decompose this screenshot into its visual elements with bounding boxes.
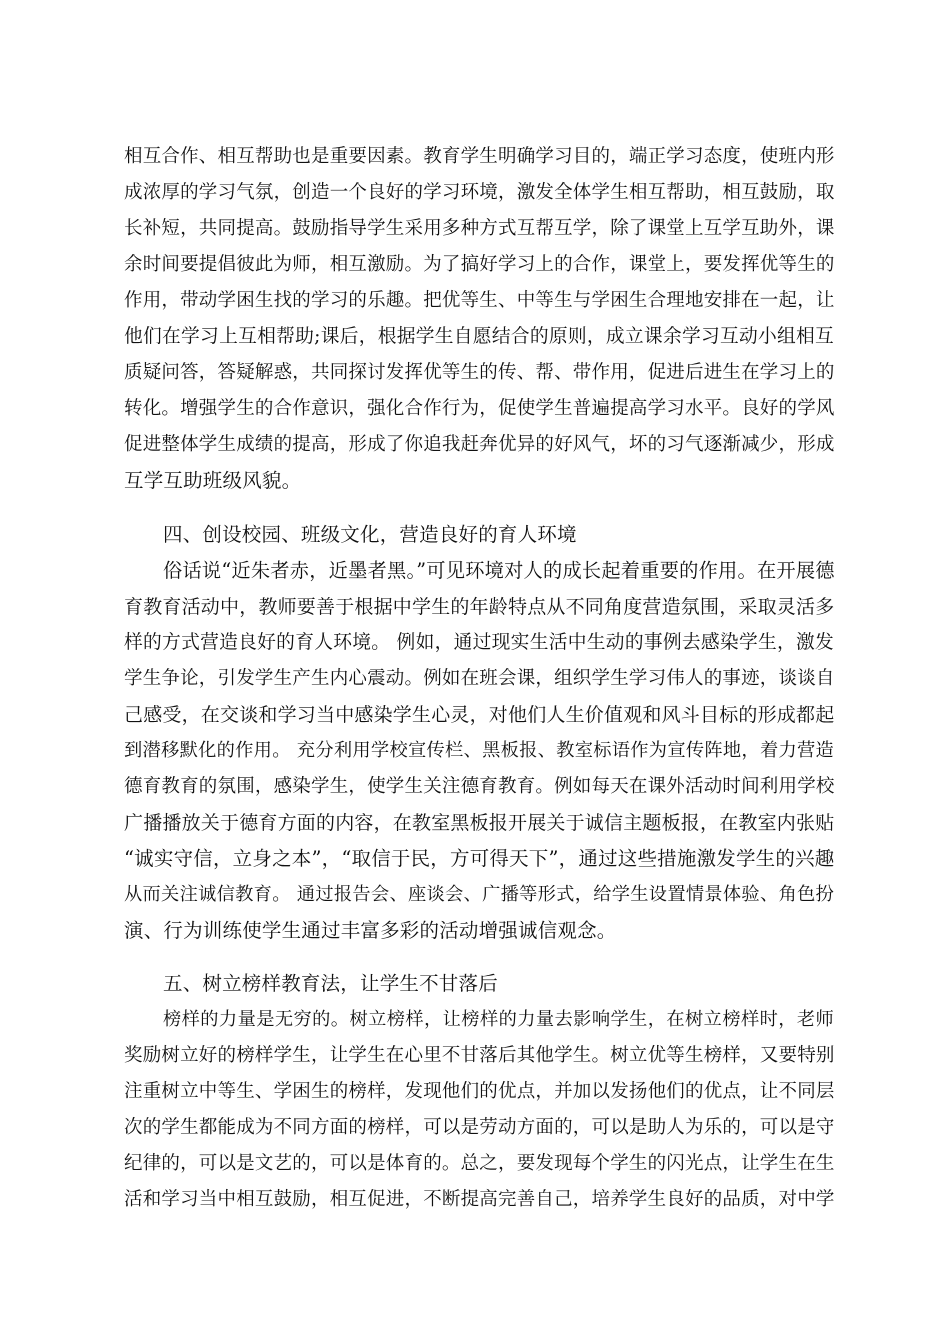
section-heading-4: 四、创设校园、班级文化，营造良好的育人环境 [163,523,577,546]
section-heading-5: 五、树立榜样教育法，让学生不甘落后 [163,972,498,995]
text-line: 互学互助班级风貌。 [124,469,302,492]
text-line: 转化。增强学生的合作意识，强化合作行为，促使学生普遍提高学习水平。良好的学风 [124,398,835,419]
text-line: 成浓厚的学习气氛，创造一个良好的学习环境，激发全体学生相互帮助，相互鼓励，取 [124,182,835,203]
text-line: 奖励树立好的榜样学生，让学生在心里不甘落后其他学生。树立优等生榜样，又要特别 [124,1045,835,1066]
text-line: 长补短，共同提高。鼓励指导学生采用多种方式互帮互学，除了课堂上互学互助外，课 [124,218,835,239]
text-line: 样的方式营造良好的育人环境。 例如，通过现实生活中生动的事例去感染学生，激发 [124,632,834,653]
text-line: 广播播放关于德育方面的内容，在教室黑板报开展关于诚信主题板报，在教室内张贴 [124,812,835,834]
text-line: 作用，带动学困生找的学习的乐趣。把优等生、中等生与学困生合理地安排在一起，让 [124,290,835,311]
text-line: 到潜移默化的作用。 充分利用学校宣传栏、黑板报、教室标语作为宣传阵地，着力营造 [124,740,834,761]
text-line: 育教育活动中，教师要善于根据中学生的年龄特点从不同角度营造氛围，采取灵活多 [124,596,835,618]
text-line: 促进整体学生成绩的提高，形成了你追我赶奔优异的好风气，坏的习气逐渐减少，形成 [124,434,835,455]
text-line: 次的学生都能成为不同方面的榜样，可以是劳动方面的，可以是助人为乐的，可以是守 [124,1117,835,1138]
text-line: 学生争论，引发学生产生内心震动。例如在班会课，组织学生学习伟人的事迹，谈谈自 [124,668,835,689]
text-line: 他们在学习上互相帮助;课后，根据学生自愿结合的原则，成立课余学习互动小组相互 [124,326,834,347]
text-line: 榜样的力量是无穷的。树立榜样，让榜样的力量去影响学生，在树立榜样时，老师 [163,1009,834,1030]
text-line: 余时间要提倡彼此为师，相互激励。为了搞好学习上的合作，课堂上，要发挥优等生的 [124,254,835,275]
text-line: 俗话说“近朱者赤，近墨者黑。”可见环境对人的成长起着重要的作用。在开展德 [163,559,835,582]
text-line: 纪律的，可以是文艺的，可以是体育的。总之，要发现每个学生的闪光点，让学生在生 [124,1153,835,1174]
text-line: 相互合作、相互帮助也是重要因素。教育学生明确学习目的，端正学习态度，使班内形 [124,146,835,167]
text-line: 演、行为训练使学生通过丰富多彩的活动增强诚信观念。 [124,919,617,942]
text-line: “诚实守信，立身之本”，“取信于民，方可得天下”，通过这些措施激发学生的兴趣 [124,847,835,870]
text-line: 质疑问答，答疑解惑，共同探讨发挥优等生的传、帮、带作用，促进后进生在学习上的 [124,362,835,383]
text-line: 德育教育的氛围，感染学生，使学生关注德育教育。例如每天在课外活动时间利用学校 [124,776,835,797]
text-line: 活和学习当中相互鼓励，相互促进，不断提高完善自己，培养学生良好的品质，对中学 [124,1189,835,1210]
text-line: 注重树立中等生、学困生的榜样，发现他们的优点，并加以发扬他们的优点，让不同层 [124,1081,835,1102]
text-line: 己感受，在交谈和学习当中感染学生心灵，对他们人生价值观和风斗目标的形成都起 [124,704,835,726]
text-line: 从而关注诚信教育。 通过报告会、座谈会、广播等形式，给学生设置情景体验、角色扮 [124,884,834,905]
